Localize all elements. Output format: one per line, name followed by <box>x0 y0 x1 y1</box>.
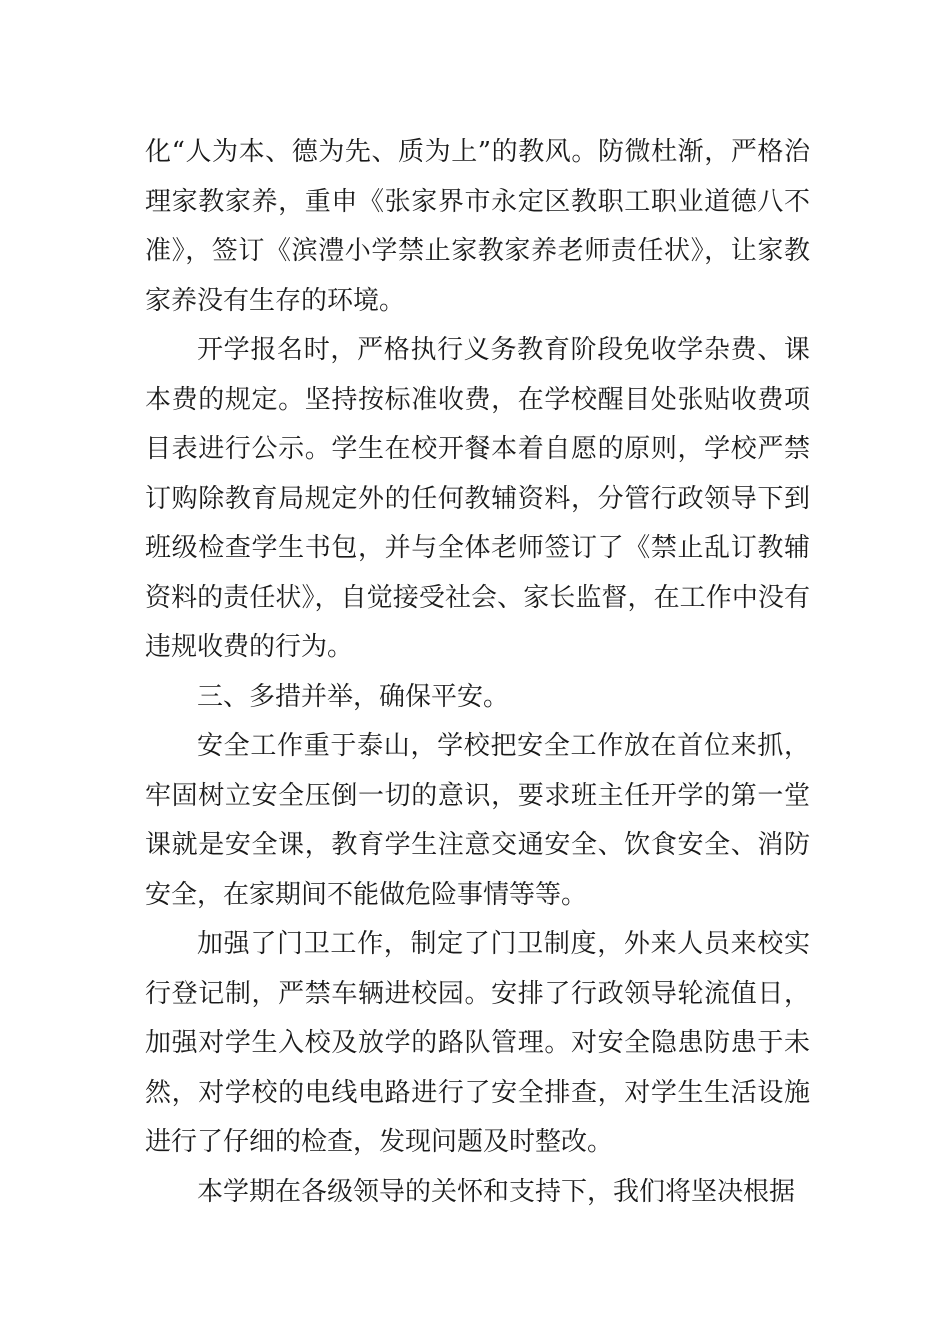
section-heading-safety: 三、多措并举，确保平安。 <box>197 681 510 712</box>
paragraph-fee-policy: 开学报名时，严格执行义务教育阶段免收学杂费、课本费的规定。坚持按标准收费，在学校醒目处张贴收费项目表进行公示。学生在校开餐本着自愿的原则，学校严禁订购除教育局规定外的任何教辅资料，分管行政领导下到班级检查学生书包，并与全体老师签订了《禁止乱订教辅资料的责任状》，自觉接受社会、家长监督，在工作中没有违规收费的行为。 <box>145 335 810 662</box>
document-body <box>145 128 810 1217</box>
paragraph-teaching-ethics: 化“人为本、德为先、质为上”的教风。防微杜渐，严格治理家教家养，重申《张家界市永定区教职工职业道德八不准》，签订《滨澧小学禁止家教家养老师责任状》，让家教家养没有生存的环境。 <box>145 137 810 316</box>
paragraph-gate-security: 加强了门卫工作，制定了门卫制度，外来人员来校实行登记制，严禁车辆进校园。安排了行政领导轮流值日，加强对学生入校及放学的路队管理。对安全隐患防患于未然，对学校的电线电路进行了安全排查，对学生生活设施进行了仔细的检查，发现问题及时整改。 <box>145 929 810 1157</box>
paragraph-semester-closing: 本学期在各级领导的关怀和支持下，我们将坚决根据 <box>197 1176 796 1207</box>
paragraph-safety-first: 安全工作重于泰山，学校把安全工作放在首位来抓，牢固树立安全压倒一切的意识，要求班主任开学的第一堂课就是安全课，教育学生注意交通安全、饮食安全、消防安全，在家期间不能做危险事情等等。 <box>145 731 810 910</box>
